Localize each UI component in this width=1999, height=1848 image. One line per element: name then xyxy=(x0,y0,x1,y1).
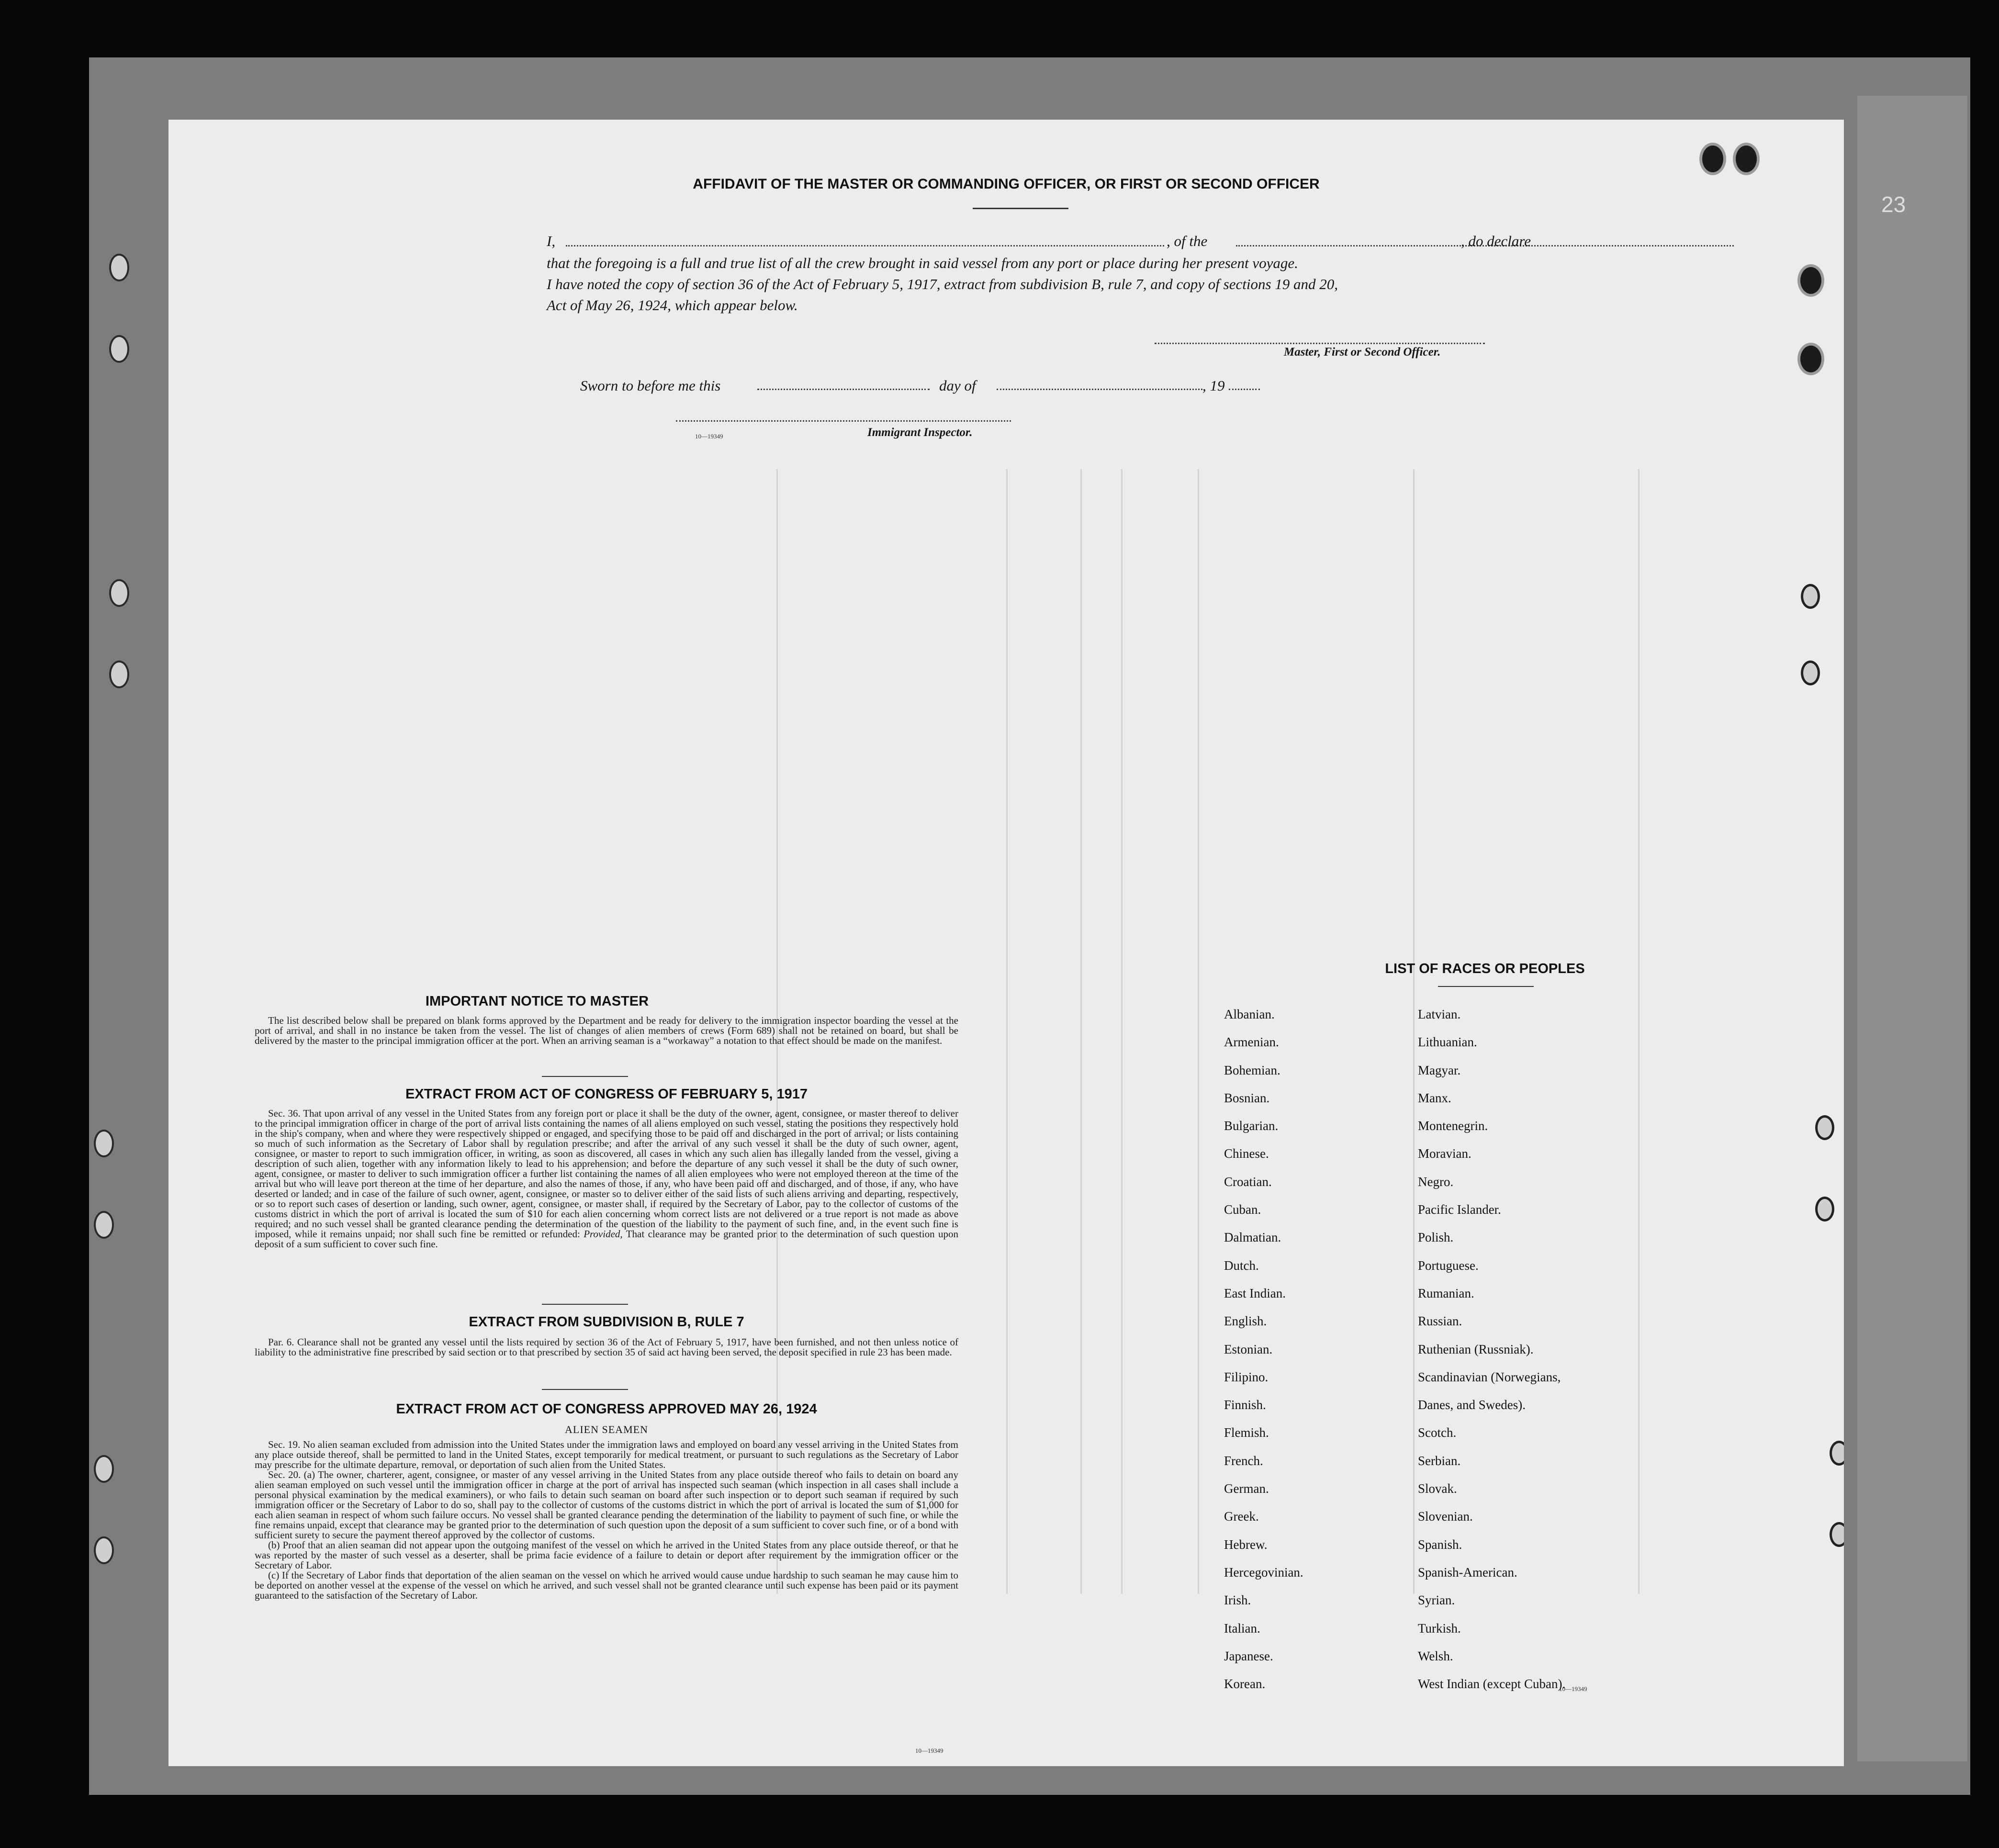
punch-hole-icon xyxy=(1801,584,1820,609)
section-36-label: Sec. 36. xyxy=(268,1108,301,1119)
race-entry: Spanish-American. xyxy=(1418,1565,1517,1579)
affidavit-title: AFFIDAVIT OF THE MASTER OR COMMANDING OFFICER, OR FIRST OR SECOND OFFICER xyxy=(693,176,1320,192)
race-entry: English. xyxy=(1224,1314,1267,1329)
race-entry: Magyar. xyxy=(1418,1063,1461,1077)
race-entry: Dutch. xyxy=(1224,1258,1259,1273)
race-entry: Flemish. xyxy=(1224,1425,1269,1440)
inspector-caption: Immigrant Inspector. xyxy=(867,426,973,439)
sworn-month-field xyxy=(997,389,1202,390)
binder-hole-icon xyxy=(94,1455,114,1483)
sworn-date-field xyxy=(757,389,930,390)
section-36-text: That upon arrival of any vessel in the United States from any foreign port or place it shall be the duty of the owner, agent, consignee, or master thereof to deliver to the principal immigration officer in charge of the port of arrival lists containing the names of all aliens employed on such vessel, stating the positions they respectively hold in the ship's company, when and where they were respectively shipped or engaged, and specifying those to be paid off and discharged in the port of arrival; or lists containing so much of such information as the Secretary of Labor shall by regulation prescribe; and after the arrival of any such vessel it shall be the duty of such owner, agent, consignee, or master to report to such immigration officer, in writing, as soon as discovered, all cases in which any such alien has illegally landed from the vessel, giving a description of such alien, together with any information likely to lead to his apprehension; and before the departure of any such vessel it shall be the duty of such owner, agent, consignee, or master to deliver to such immigration officer a further list containing the names of all alien employees who were not employed thereon at the time of the arrival but who will leave port thereon at the time of her departure, and also the names of those, if any, who have been paid off and discharged, and of those, if any, who have deserted or landed; and in case of the failure of such owner, agent, consignee, or master so to deliver either of the said lists of such aliens arriving and departing, respectively, or so to report such cases of desertion or landing, such owner, agent, consignee, or master shall, if required by the Secretary of Labor, pay to the collector of customs of the customs district in which the port of arrival is located the sum of $10 for each alien concerning whom correct lists are not delivered or a true report is not made as above required; and no such vessel shall be granted clearance pending the determination of the question of the liability to the payment of such fine, and, in the event such fine is imposed, while it remains unpaid; nor shall such fine be remitted or refunded: xyxy=(255,1108,958,1240)
notice-title: IMPORTANT NOTICE TO MASTER xyxy=(425,994,649,1009)
section-36-end: That clearance may be granted prior to the determination of such question upon deposit of a sum sufficient to cover such fine. xyxy=(255,1228,958,1250)
punch-hole-icon xyxy=(1801,661,1820,685)
race-entry: Portuguese. xyxy=(1418,1258,1479,1273)
race-entry: Hebrew. xyxy=(1224,1537,1268,1552)
punch-hole-icon xyxy=(1699,143,1726,175)
race-entry: Bulgarian. xyxy=(1224,1119,1279,1133)
sworn-prefix: Sworn to before me this xyxy=(580,377,721,394)
page-number: 23 xyxy=(1881,192,1906,217)
races-right-column xyxy=(1418,1000,1565,1698)
punch-hole-icon xyxy=(1830,1441,1844,1466)
race-entry: Slovenian. xyxy=(1418,1509,1473,1524)
manifest-page xyxy=(168,120,1844,1766)
extract-1917-title: EXTRACT FROM ACT OF CONGRESS OF FEBRUARY 5, 1917 xyxy=(405,1086,808,1102)
section-rule xyxy=(542,1389,628,1390)
race-entry: Polish. xyxy=(1418,1230,1454,1245)
binder-hole-icon xyxy=(94,1130,114,1157)
rule7-paragraph: Par. 6. Clearance shall not be granted any vessel until the lists required by section 36 of the Act of February 5, 1917, have been furnished, and not then unless notice of liability to the administrative fine prescribed by said section or to that prescribed by section 35 of said act having been served, the deposit specified in rule 23 has been made. xyxy=(255,1336,958,1358)
race-entry: East Indian. xyxy=(1224,1286,1286,1300)
section-20b-paragraph: (b) Proof that an alien seaman did not appear upon the outgoing manifest of the vessel on which he arrived in the United States from any place outside thereof, or that he was reported by the master of such vessel as a deserter, shall be prima facie evidence of a failure to detain or deport after requirement by the immigration officer or the Secretary of Labor. xyxy=(255,1539,958,1571)
form-number: 10—19349 xyxy=(1559,1685,1587,1692)
ghost-column-rule xyxy=(1198,469,1199,1594)
affidavit-line-3: I have noted the copy of section 36 of the Act of February 5, 1917, extract from subdivision B, rule 7, and copy of sections 19 and 20, xyxy=(547,276,1338,292)
punch-hole-icon xyxy=(1815,1115,1834,1140)
affidavit-i: I, xyxy=(547,233,556,249)
race-entry: Latvian. xyxy=(1418,1007,1461,1021)
inspector-signature-field xyxy=(676,420,1011,422)
notice-paragraph: The list described below shall be prepared on blank forms approved by the Department and be ready for delivery to the immigration inspector boarding the vessel at the port of arrival, and shall in no instance be taken from the vessel. The list of changes of alien members of crews (Form 689) shall not be retained on board, but shall be delivered by the master to the principal immigration officer at the port. When an arriving seaman is a “workaway” a notation to that effect should be made on the manifest. xyxy=(255,1015,958,1046)
section-19-paragraph xyxy=(255,1440,958,1470)
race-entry: Dalmatian. xyxy=(1224,1230,1281,1245)
affidavit-line-4: Act of May 26, 1924, which appear below. xyxy=(547,297,798,314)
section-36-paragraph xyxy=(255,1109,958,1249)
race-entry: Estonian. xyxy=(1224,1342,1273,1356)
binder-hole-icon xyxy=(94,1211,114,1239)
section-19-text: No alien seaman excluded from admission into the United States under the immigration laws and employed on board any vessel arriving in the United States from any place outside thereof, shall be permitted to land in the United States, except temporarily for medical treatment, or pursuant to such regulations as the Secretary of Labor may prescribe for the ultimate departure, removal, or deportation of such alien from the United States. xyxy=(255,1439,958,1470)
sworn-day-of: day of xyxy=(939,377,976,394)
extract-rule7-title: EXTRACT FROM SUBDIVISION B, RULE 7 xyxy=(469,1314,744,1330)
binder-hole-icon xyxy=(109,579,129,607)
race-entry: Manx. xyxy=(1418,1090,1451,1105)
form-number: 10—19349 xyxy=(695,433,723,440)
races-left-column xyxy=(1224,1000,1303,1698)
race-entry: Bohemian. xyxy=(1224,1063,1280,1077)
binder-hole-icon xyxy=(109,254,129,281)
ghost-column-rule xyxy=(1121,469,1123,1594)
race-entry: Hercegovinian. xyxy=(1224,1565,1303,1579)
section-20-label: Sec. 20. xyxy=(268,1469,301,1480)
affidavit-do-declare: , do declare xyxy=(1461,233,1531,249)
section-rule xyxy=(542,1076,628,1077)
punch-hole-icon xyxy=(1797,264,1824,297)
signature-caption: Master, First or Second Officer. xyxy=(1284,346,1441,358)
section-20a-text: (a) The owner, charterer, agent, consignee, or master of any vessel arriving in the United States from any place outside thereof who fails to detain on board any alien seaman employed on such vessel until the immigration officer in charge at the port of arrival has inspected such seaman (which inspection in all cases shall include a personal physical examination by the medical examiners), or who fails to detain such seaman on board after such inspection or to deport such seaman if required by such immigration officer or the Secretary of Labor to do so, shall pay to the collector of customs of the customs district in which the port of arrival is located the sum of $1,000 for each alien seaman in respect of whom such failure occurs. No vessel shall be granted clearance pending the determination of the liability to payment of such fine, or while the fine remains unpaid, except that clearance may be granted prior to the determination of such question upon the deposit of a sum sufficient to cover such fine, or of a bond with sufficient surety to secure the payment thereof approved by the collector of customs. xyxy=(255,1469,959,1541)
race-entry: Syrian. xyxy=(1418,1593,1455,1608)
race-entry: Lithuanian. xyxy=(1418,1035,1477,1050)
race-entry: West Indian (except Cuban). xyxy=(1418,1677,1566,1691)
race-entry: Turkish. xyxy=(1418,1621,1461,1635)
binder-hole-icon xyxy=(94,1536,114,1564)
punch-hole-icon xyxy=(1830,1522,1844,1547)
title-rule xyxy=(973,208,1068,209)
race-entry: Moravian. xyxy=(1418,1146,1471,1161)
section-20a-paragraph xyxy=(255,1470,958,1540)
back-sheet-edge xyxy=(1857,96,1967,1761)
binder-hole-icon xyxy=(109,335,129,363)
race-entry: Albanian. xyxy=(1224,1007,1275,1021)
ghost-column-rule xyxy=(1638,469,1640,1594)
race-entry: Greek. xyxy=(1224,1509,1259,1524)
race-entry: German. xyxy=(1224,1481,1269,1496)
extract-rule7-text xyxy=(255,1337,958,1357)
binder-hole-icon xyxy=(109,661,129,688)
form-number: 10—19349 xyxy=(915,1747,943,1754)
race-entry: French. xyxy=(1224,1453,1263,1468)
race-entry: Armenian. xyxy=(1224,1035,1279,1050)
signature-field xyxy=(1155,343,1485,344)
race-entry: Irish. xyxy=(1224,1593,1251,1608)
race-entry: Pacific Islander. xyxy=(1418,1202,1501,1217)
notice-text xyxy=(255,1016,958,1046)
race-entry: Montenegrin. xyxy=(1418,1119,1488,1133)
race-entry: Serbian. xyxy=(1418,1453,1461,1468)
race-entry: Ruthenian (Russniak). xyxy=(1418,1342,1534,1356)
alien-seamen-subtitle: ALIEN SEAMEN xyxy=(565,1423,648,1435)
races-title: LIST OF RACES OR PEOPLES xyxy=(1385,961,1585,976)
ghost-column-rule xyxy=(1080,469,1082,1594)
race-entry: Italian. xyxy=(1224,1621,1260,1635)
race-entry: Filipino. xyxy=(1224,1369,1269,1384)
race-entry: Finnish. xyxy=(1224,1398,1266,1412)
section-rule xyxy=(542,1304,628,1305)
race-entry: Cuban. xyxy=(1224,1202,1261,1217)
race-entry: Scotch. xyxy=(1418,1425,1457,1440)
race-entry: Spanish. xyxy=(1418,1537,1462,1552)
race-entry: Croatian. xyxy=(1224,1174,1272,1189)
race-entry: Bosnian. xyxy=(1224,1090,1270,1105)
race-entry: Slovak. xyxy=(1418,1481,1457,1496)
race-entry: Danes, and Swedes). xyxy=(1418,1398,1526,1412)
race-entry: Russian. xyxy=(1418,1314,1462,1329)
race-entry: Scandinavian (Norwegians, xyxy=(1418,1369,1561,1384)
punch-hole-icon xyxy=(1797,343,1824,375)
sworn-year: , 19 xyxy=(1202,377,1225,394)
extract-1917-text xyxy=(255,1109,958,1249)
race-entry: Korean. xyxy=(1224,1677,1266,1691)
sworn-year-field xyxy=(1229,389,1260,390)
provided-label: Provided, xyxy=(584,1228,623,1240)
ghost-column-rule xyxy=(1006,469,1008,1594)
race-entry: Chinese. xyxy=(1224,1146,1269,1161)
ghost-column-rule xyxy=(1413,469,1415,1594)
race-entry: Negro. xyxy=(1418,1174,1454,1189)
master-name-field xyxy=(566,245,1164,246)
affidavit-line-2: that the foregoing is a full and true list of all the crew brought in said vessel from any port or place during her present voyage. xyxy=(547,255,1298,271)
section-20c-paragraph: (c) If the Secretary of Labor finds that deportation of the alien seaman on the vessel on which he arrived would cause undue hardship to such seaman he may cause him to be deported on another vessel at the expense of the vessel on which he arrived, and such vessel shall not be granted clearance until such expense has been paid or its payment guaranteed to the satisfaction of the Secretary of Labor. xyxy=(255,1569,958,1601)
race-entry: Japanese. xyxy=(1224,1648,1273,1663)
section-19-label: Sec. 19. xyxy=(268,1439,301,1450)
race-entry: Welsh. xyxy=(1418,1648,1453,1663)
extract-1924-text xyxy=(255,1440,958,1601)
punch-hole-icon xyxy=(1815,1197,1834,1221)
affidavit-of-the: , of the xyxy=(1167,233,1208,249)
punch-hole-icon xyxy=(1733,143,1760,175)
race-entry: Rumanian. xyxy=(1418,1286,1474,1300)
extract-1924-title: EXTRACT FROM ACT OF CONGRESS APPROVED MAY 26, 1924 xyxy=(396,1401,817,1417)
title-rule xyxy=(1438,986,1534,987)
